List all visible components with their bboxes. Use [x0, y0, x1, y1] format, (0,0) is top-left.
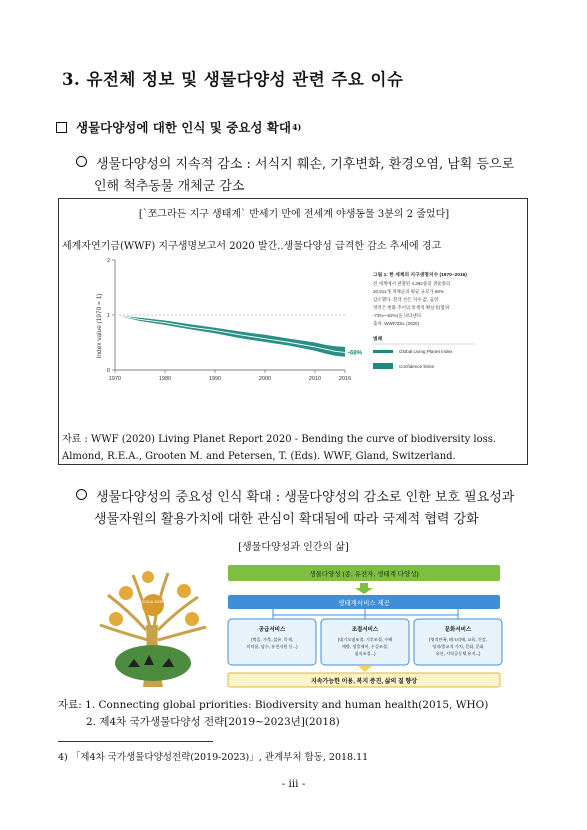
legend-title: 범례 — [373, 337, 383, 342]
annotation-line: 감소했다. 흰색 선은 지수 값, 음영 — [373, 297, 439, 302]
svg-text:영적/종교적 가치, 문화, 문화: 영적/종교적 가치, 문화, 문화 — [432, 644, 484, 649]
news-box-subtitle: 세계자연기금(WWF) 지구생명보고서 2020 발간..생물다양성 급격한 감소 추세에 경고 — [62, 241, 442, 252]
legend-swatch — [373, 363, 393, 369]
x-tick-label: 1970 — [108, 376, 122, 382]
bullet1-line1 — [76, 153, 514, 172]
y-axis-label: Index value (1970 = 1) — [96, 293, 103, 359]
news-box-header: [`쪼그라든 지구 생태계` 반세기 만에 전세계 야생동물 3분의 2 줄었다] — [138, 209, 450, 220]
svg-text:유산, 지역공동체 유지...): 유산, 지역공동체 유지...) — [435, 651, 481, 656]
y-tick-label: 2 — [106, 258, 110, 264]
y-tick-label: 0 — [106, 368, 110, 374]
chart-series — [115, 315, 363, 357]
biodiversity-bar-label: 생물다양성 (종, 유전자, 생태계 다양성) — [309, 571, 419, 578]
service-box-regulating — [321, 619, 409, 665]
news-box-source — [62, 431, 524, 465]
annotation-line: 출처: WWF/ZSL (2020) — [373, 321, 420, 326]
end-label: -68% — [348, 350, 363, 357]
annotation-title: 그림 1: 한 세계의 지구생명지수 (1970~2016) — [373, 273, 467, 278]
circle-bullet-icon — [76, 156, 87, 167]
news-box — [58, 198, 528, 465]
bullet2-text: 생물다양성의 중요성 인식 확대 : 생물다양성의 감소로 인한 보호 필요성과 — [96, 490, 515, 505]
footnote-divider — [58, 741, 213, 742]
ecosystem-service-label: 생태계서비스 제공 — [337, 600, 391, 607]
footnote: 4) 「제4차 국가생물다양성전략(2019-2023)」, 관계부처 합동, 2018.11 — [58, 752, 369, 763]
annotation-line: 전 세계에서 관찰된 4,392종의 생물종의 — [373, 281, 451, 286]
svg-text:조절서비스: 조절서비스 — [351, 627, 379, 633]
tree-illustration — [100, 571, 206, 687]
svg-text:문화서비스: 문화서비스 — [444, 627, 472, 633]
y-tick-label: 1 — [106, 313, 110, 319]
svg-text:침식조절...): 침식조절...) — [354, 651, 376, 656]
legend-item: Global Living Planet Index — [399, 349, 453, 354]
bullet2-line2: 생물자원의 활용가치에 대한 관심이 확대됨에 따라 국제적 협력 강화 — [94, 512, 479, 527]
sources2-line1: 자료: 1. Connecting global priorities: Biodiversity and human health(2015, WHO) — [58, 699, 489, 711]
x-tick-label: 1980 — [158, 376, 172, 382]
x-tick-label: 2000 — [258, 376, 272, 382]
chart-legend — [373, 335, 475, 369]
down-arrow-icon — [355, 583, 373, 594]
living-planet-chart — [95, 254, 500, 386]
down-arrow-icon — [358, 666, 372, 672]
page-number: - iii - — [281, 778, 306, 790]
service-box-supply — [228, 619, 316, 665]
source-line2: Almond, R.E.A., Grooten M. and Petersen, T. (Eds). WWF, Gland, Switzerland. — [62, 451, 456, 462]
subheading-text: 생물다양성에 대한 인식 및 중요성 확대 — [76, 120, 291, 135]
y-axis — [107, 258, 115, 374]
figure2-caption: [생물다양성과 인간의 삶] — [238, 542, 349, 553]
source-line1: 자료 : WWF (2020) Living Planet Report 2020 - Bending the curve of biodiversity loss. — [62, 434, 497, 445]
svg-text:(영적만족, 레크리에, 교육, 건강,: (영적만족, 레크리에, 교육, 건강, — [428, 637, 488, 642]
x-tick-label: 2016 — [338, 376, 352, 382]
svg-text:의약품, 담수, 유전자원 등...): 의약품, 담수, 유전자원 등...) — [246, 644, 298, 649]
x-axis — [106, 368, 352, 382]
svg-text:공급서비스: 공급서비스 — [258, 627, 286, 633]
bullet1-line2: 인해 척추동물 개체군 감소 — [94, 179, 245, 194]
footnote-ref: 4) — [291, 122, 302, 132]
annotation-line: -73%~-62%)을 나타낸다. — [373, 313, 423, 318]
svg-text:(대기오염조절, 기후조절, 수해: (대기오염조절, 기후조절, 수해 — [337, 637, 393, 642]
svg-text:(먹을, 가축, 섬유, 목재,: (먹을, 가축, 섬유, 목재, — [251, 637, 293, 642]
annotation-line: 20,811개 개체군의 평균 규모가 68% — [373, 289, 444, 294]
bullet1-text: 생물다양성의 지속적 감소 : 서식지 훼손, 기후변화, 환경오염, 남획 등으로 — [96, 157, 515, 172]
section-title: 3. 유전체 정보 및 생물다양성 관련 주요 이슈 — [62, 70, 404, 89]
legend-item: Confidence limits — [399, 364, 434, 369]
annotation-line: 영역은 변화 추이의 통계적 확실성(범위: — [373, 305, 451, 310]
legend-swatch — [373, 350, 393, 353]
square-bullet-icon — [56, 122, 67, 133]
circle-bullet-icon — [76, 489, 87, 500]
subheading — [56, 118, 301, 136]
chart-annotation — [373, 271, 467, 327]
biodiversity-life-figure — [88, 555, 508, 690]
x-tick-label: 2010 — [308, 376, 322, 382]
x-tick-label: 1990 — [208, 376, 222, 382]
confidence-band — [115, 315, 345, 357]
service-box-cultural — [414, 619, 502, 665]
svg-text:예방, 생물제어, 수질조절,: 예방, 생물제어, 수질조절, — [341, 644, 389, 649]
bullet2-line1 — [76, 486, 514, 505]
sources2-line2: 2. 제4차 국가생물다양성 전략[2019~2023년](2018) — [86, 716, 340, 728]
wellbeing-bar-label: 지속가능한 이용, 복지 증진, 삶의 질 향상 — [310, 679, 418, 685]
tree-label: BIOLOGICAL DIVERSITY — [134, 600, 172, 604]
